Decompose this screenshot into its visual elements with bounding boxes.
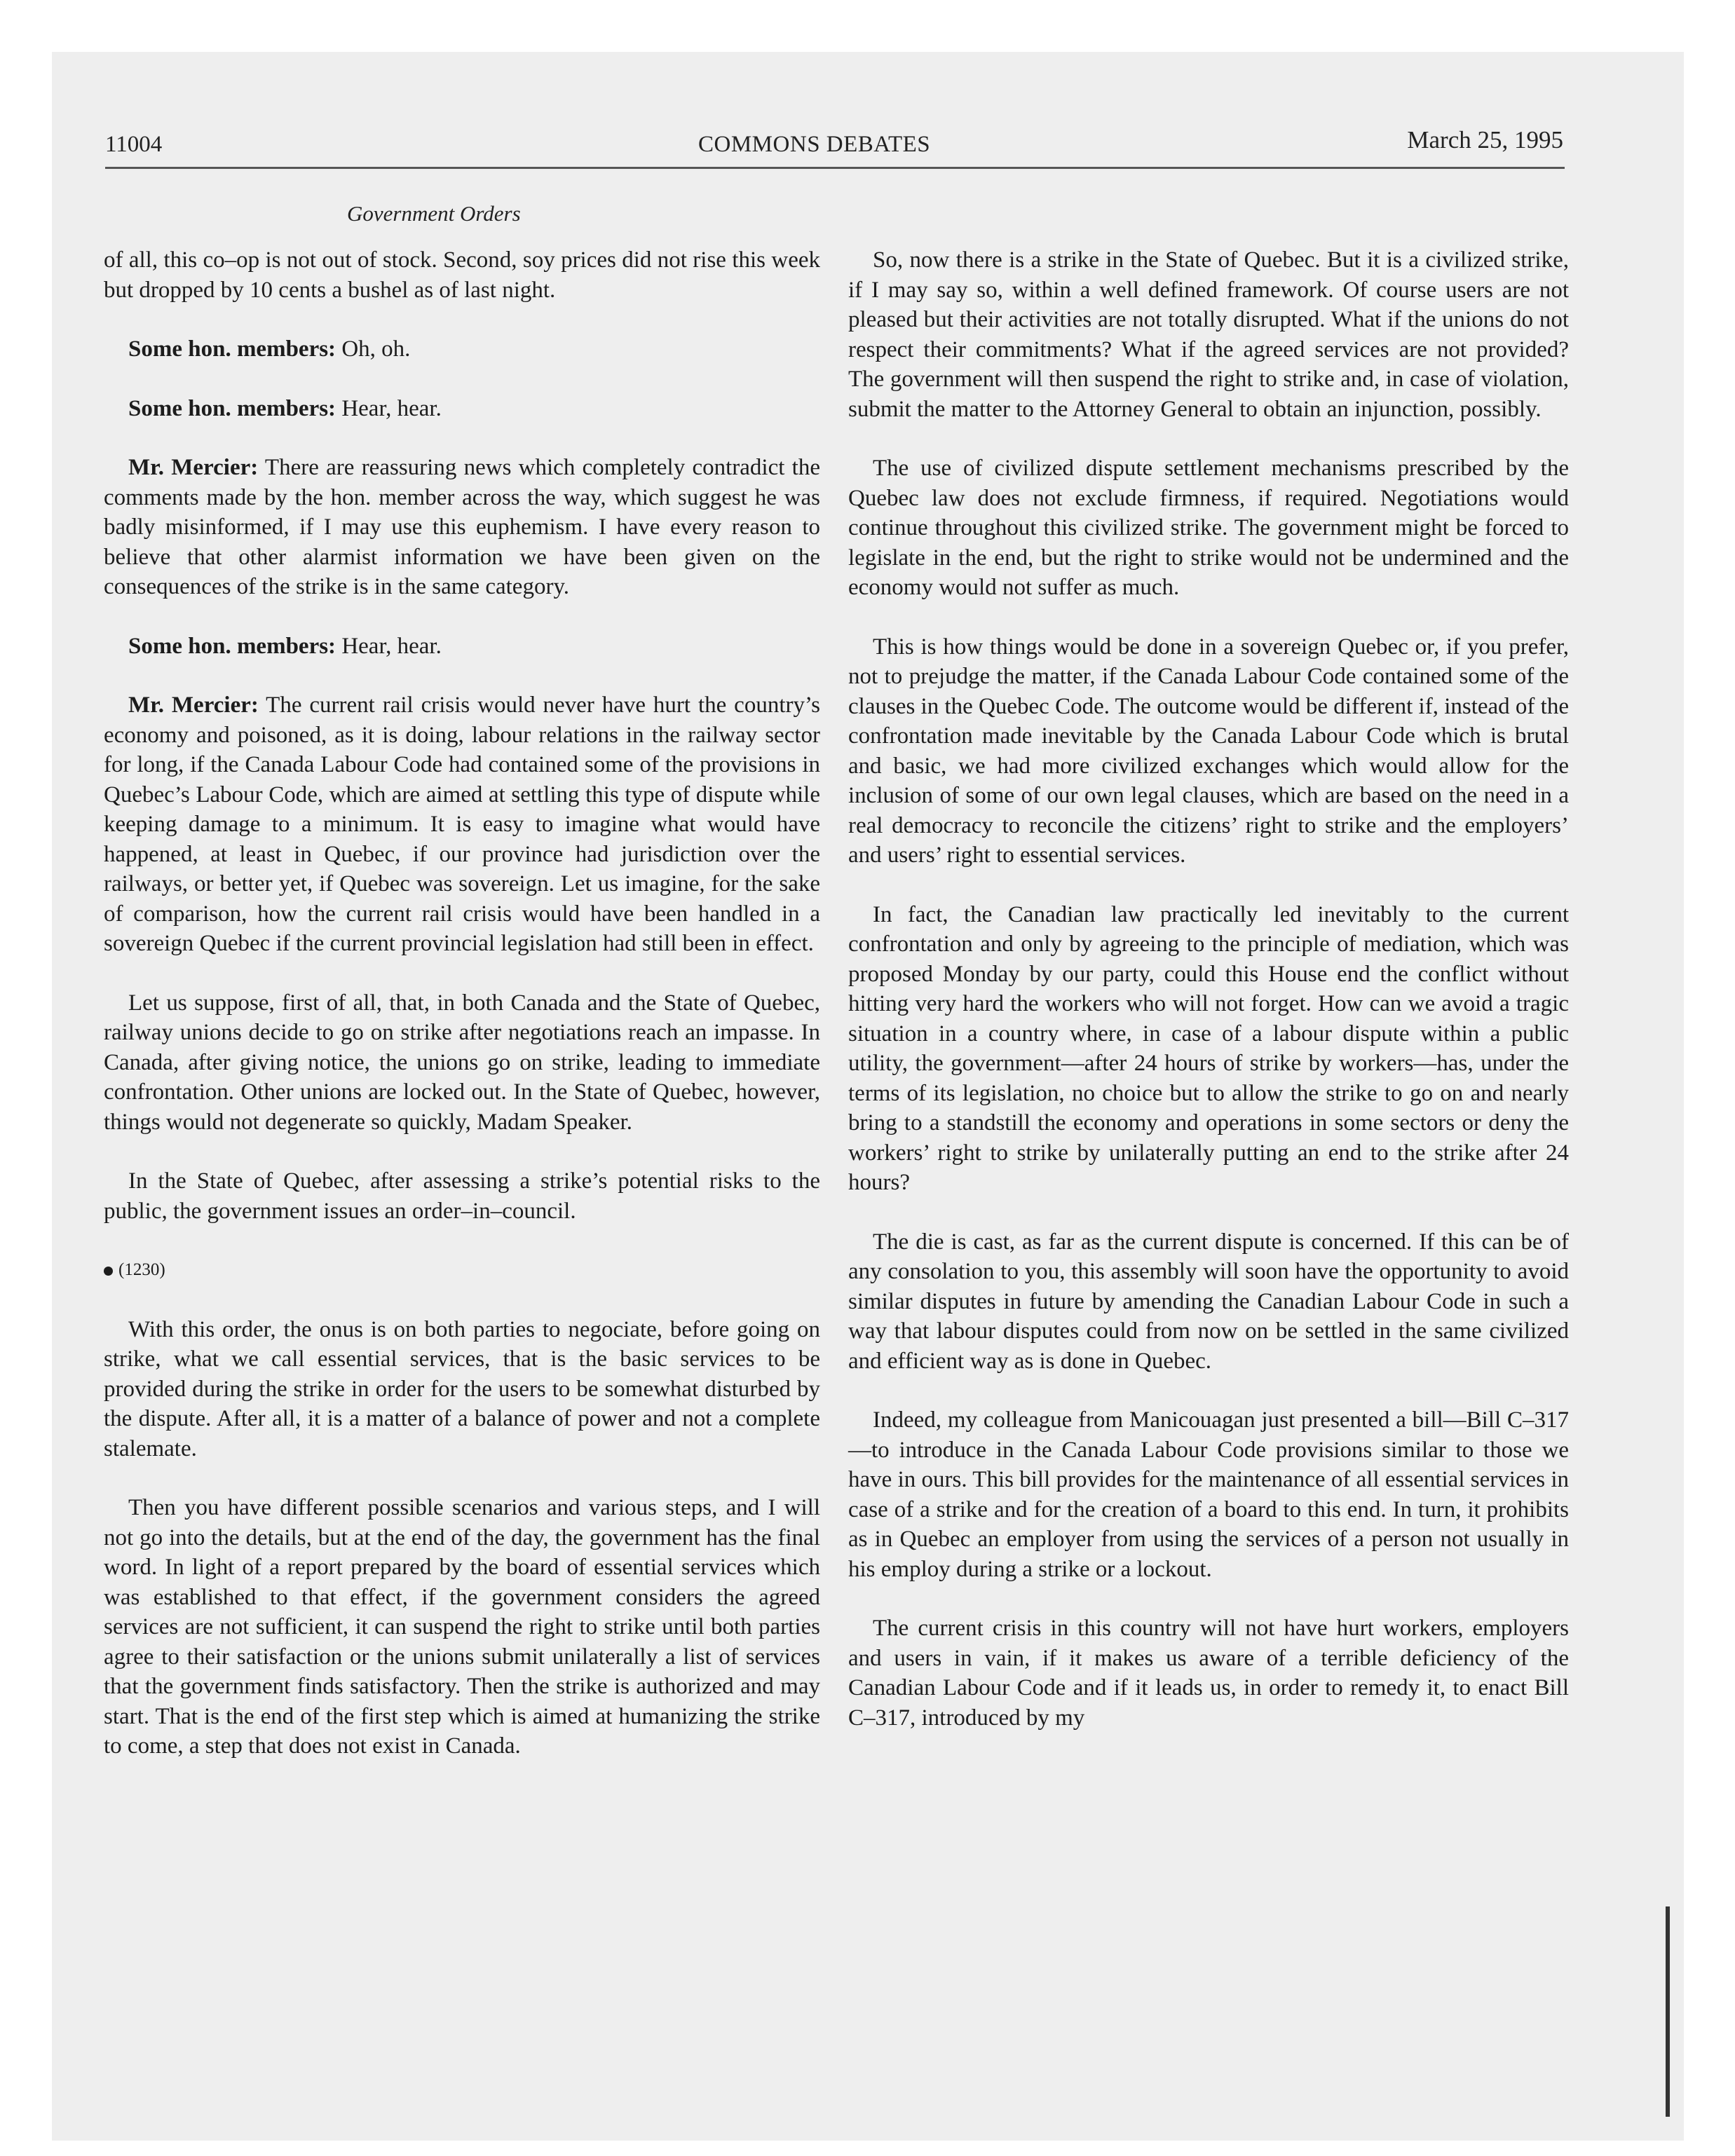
header-rule: [105, 167, 1565, 169]
speaker-name: Mr. Mercier:: [128, 692, 259, 718]
left-column: [104, 245, 820, 1791]
paragraph: [104, 334, 820, 364]
paragraph: Indeed, my colleague from Manicouagan just presented a bill—Bill C–317—to introduce in the Canada Labour Code provisions similar to those we have in ours. This bill provides for the maintenance of all essential services in case of a strike and for the creation of a board to this end. In turn, it prohibits as in Quebec an employer from using the services of a person not usually in his employ during a strike or a lockout.: [848, 1407, 1569, 1582]
paragraph-text: Hear, hear.: [341, 395, 442, 421]
issue-date: March 25, 1995: [1407, 126, 1563, 153]
page-number: 11004: [105, 132, 163, 157]
paragraph: [104, 632, 820, 662]
paragraph: [104, 1166, 820, 1226]
section-label: Government Orders: [347, 201, 521, 226]
time-marker-text: (1230): [118, 1260, 165, 1279]
paragraph-text: Oh, oh.: [341, 336, 411, 362]
bullet-icon: [104, 1267, 113, 1276]
speaker-name: Some hon. members:: [128, 336, 336, 362]
paragraph-text: The current rail crisis would never have hurt the country’s economy and poisoned, as it is doing, labour relations in the railway sector for long, if the Canada Labour Code had contained some of the provisions in Quebec’s Labour Code, which are aimed at settling this type of dispute while keeping damage to a minimum. It is easy to imagine what would have happened, at least in Quebec, if our province had jurisdiction over the railways, or better yet, if Quebec was sovereign. Let us imagine, for the sake of comparison, how the current rail crisis would have been handled in a sovereign Quebec if the current provincial legislation had still been in effect.: [104, 692, 820, 956]
paragraph: In fact, the Canadian law practically led inevitably to the current confrontation and only by agreeing to the principle of mediation, which was proposed Monday by our party, could this House end the conflict without hitting very hard the workers who will not forget. How can we avoid a tragic situation in a country where, in case of a labour dispute within a public utility, the government—after 24 hours of strike by workers—has, under the terms of its legislation, no choice but to allow the strike to go on and nearly bring to a standstill the economy and operations in some sectors or deny the workers’ right to strike by unilaterally putting an end to the strike after 24 hours?: [848, 901, 1569, 1195]
paragraph: [104, 394, 820, 424]
paragraph-text: With this order, the onus is on both parties to negociate, before going on strike, what we call essential services, that is the basic services to be provided during the strike in order for the users to be somewhat disturbed by the dispute. After all, it is a matter of a balance of power and not a complete stalemate.: [104, 1316, 820, 1461]
paragraph: So, now there is a strike in the State of Quebec. But it is a civilized strike, if I may say so, within a well defined framework. Of course users are not pleased but their activities are not totally disrupted. What if the unions do not respect their commitments? What if the agreed services are not provided? The government will then suspend the right to strike and, in case of violation, submit the matter to the Attorney General to obtain an injunction, possibly.: [848, 247, 1569, 422]
page-header: [105, 126, 1563, 168]
paragraph: [104, 988, 820, 1138]
paragraph: [104, 453, 820, 602]
speaker-name: Some hon. members:: [128, 633, 336, 659]
scan-edge-mark: [1666, 1906, 1670, 2117]
paragraph-text: Then you have different possible scenarios and various steps, and I will not go into the details, but at the end of the day, the government has the final word. In light of a report prepared by the board of essential services which was established to that effect, if the government considers the agreed services are not sufficient, it can suspend the right to strike until both parties agree to their satisfaction or the unions submit unilaterally a list of services that the government finds satisfactory. Then the strike is authorized and may start. That is the end of the first step which is aimed at humanizing the strike to come, a step that does not exist in Canada.: [104, 1495, 820, 1759]
paragraph-text: Hear, hear.: [341, 633, 442, 659]
paragraph-text: There are reassuring news which completely contradict the comments made by the hon. member across the way, which suggest he was badly misinformed, if I may use this euphemism. I have every reason to believe that other alarmist information we have been given on the consequences of the strike is in the same category.: [104, 455, 821, 599]
paragraph-text: of all, this co–op is not out of stock. Second, soy prices did not rise this week but dropped by 10 cents a bushel as of last night.: [104, 247, 820, 303]
paragraph-text: Let us suppose, first of all, that, in both Canada and the State of Quebec, railway unions decide to go on strike after negotiations reach an impasse. In Canada, after giving notice, the unions go on strike, leading to immediate confrontation. Other unions are locked out. In the State of Quebec, however, things would not degenerate so quickly, Madam Speaker.: [104, 990, 820, 1135]
journal-title: COMMONS DEBATES: [698, 132, 931, 157]
paragraph: The die is cast, as far as the current dispute is concerned. If this can be of any consolation to you, this assembly will soon have the opportunity to avoid similar disputes in future by amending the Canadian Labour Code in such a way that labour disputes could from now on be settled in the same civilized and efficient way as is done in Quebec.: [848, 1229, 1569, 1374]
paragraph: The current crisis in this country will not have hurt workers, employers and users in vain, if it makes us aware of a terrible deficiency of the Canadian Labour Code and if it leads us, in order to remedy it, to enact Bill C–317, introduced by my: [848, 1616, 1569, 1731]
paragraph: [104, 690, 820, 959]
time-marker: [104, 1255, 820, 1285]
paragraph: [104, 1493, 820, 1761]
paragraph-text: In the State of Quebec, after assessing a strike’s potential risks to the public, the government issues an order–in–council.: [104, 1168, 820, 1224]
speaker-name: Mr. Mercier:: [128, 455, 259, 480]
right-column: [848, 245, 1569, 1762]
speaker-name: Some hon. members:: [128, 395, 336, 421]
paragraph: This is how things would be done in a sovereign Quebec or, if you prefer, not to prejudge the matter, if the Canada Labour Code contained some of the clauses in the Quebec Code. The outcome would be different if, instead of the confrontation made inevitable by the Canada Labour Code which is brutal and basic, we had more civilized exchanges which would allow for the inclusion of some of our own legal clauses, which are based on the need in a real democracy to reconcile the citizens’ right to strike and the employers’ and users’ right to essential services.: [848, 634, 1569, 868]
paragraph: [104, 245, 820, 305]
paragraph: The use of civilized dispute settlement mechanisms prescribed by the Quebec law does not exclude firmness, if required. Negotiations would continue throughout this civilized strike. The government might be forced to legislate in the end, but the right to strike would not be undermined and the economy would not suffer as much.: [848, 456, 1569, 600]
paragraph: [104, 1315, 820, 1464]
